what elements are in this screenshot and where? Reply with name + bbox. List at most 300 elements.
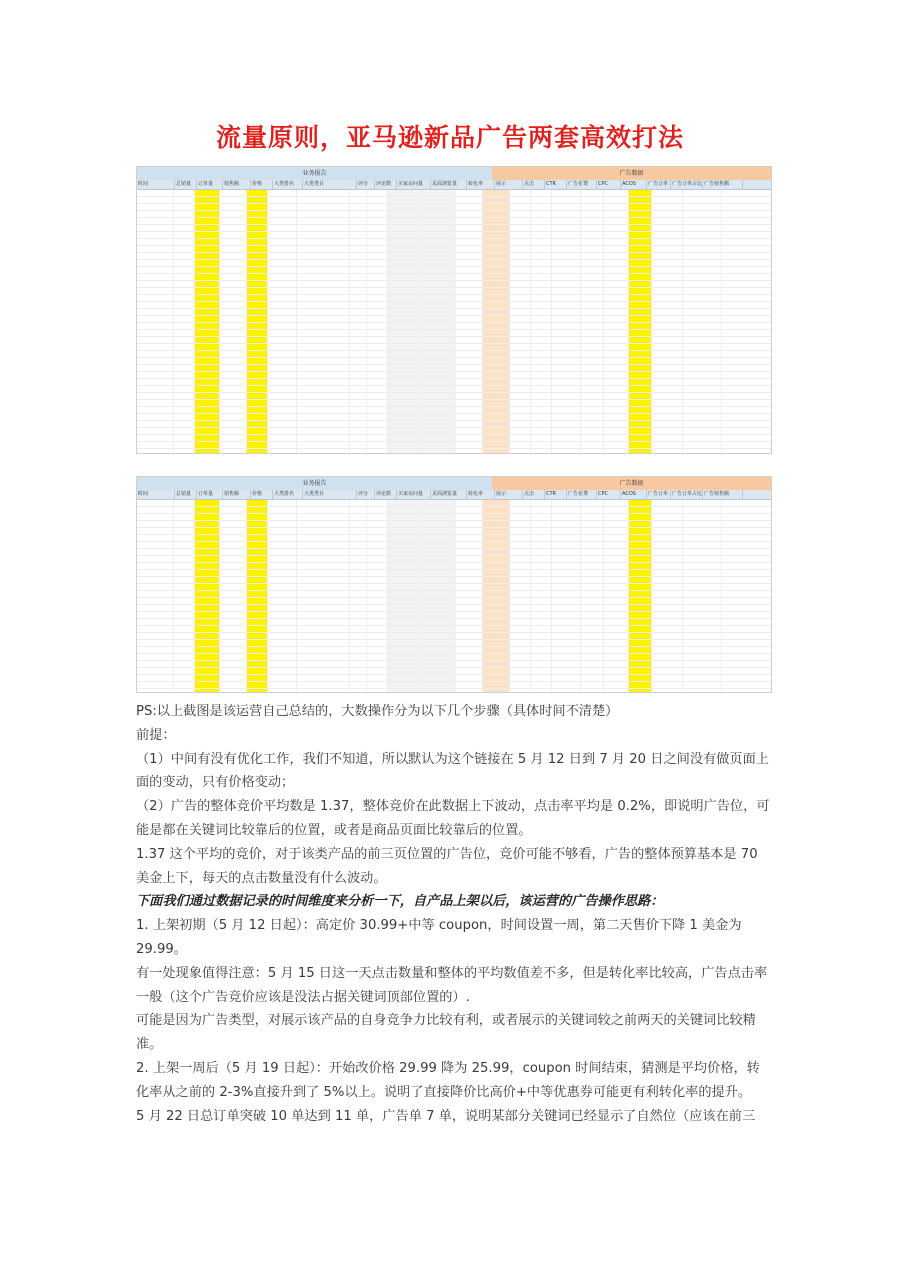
table-cell <box>604 598 629 604</box>
table-cell <box>137 281 174 287</box>
table-cell <box>483 225 510 231</box>
table-cell <box>683 218 722 224</box>
table-cell <box>483 542 510 548</box>
table-cell <box>531 365 552 371</box>
table-cell <box>195 239 220 245</box>
table-cell <box>531 253 552 259</box>
table-cell <box>456 246 483 252</box>
table-cell <box>456 668 483 674</box>
table-cell <box>510 619 531 625</box>
table-cell <box>421 605 456 611</box>
table-cell <box>629 414 652 420</box>
table-cell <box>604 633 629 639</box>
table-cell <box>652 619 683 625</box>
table-cell <box>652 633 683 639</box>
table-cell <box>388 302 421 308</box>
table-cell <box>174 281 195 287</box>
table-cell <box>683 386 722 392</box>
table-cell <box>531 379 552 385</box>
table-cell <box>388 563 421 569</box>
table-cell <box>483 302 510 308</box>
table-cell <box>581 612 604 618</box>
table-cell <box>350 556 367 562</box>
table-cell <box>174 260 195 266</box>
table-cell <box>350 500 367 506</box>
table-cell <box>531 344 552 350</box>
table-cell <box>421 407 456 413</box>
table-cell <box>581 372 604 378</box>
table-cell <box>629 281 652 287</box>
table-cell <box>456 449 483 454</box>
table-cell <box>220 584 247 590</box>
table-cell <box>531 549 552 555</box>
table-cell <box>388 246 421 252</box>
table-cell <box>652 337 683 343</box>
table-cell <box>367 542 388 548</box>
table-cell <box>604 407 629 413</box>
table-cell <box>367 605 388 611</box>
table-cell <box>367 379 388 385</box>
table-row <box>137 647 771 654</box>
table-cell <box>137 323 174 329</box>
table-cell <box>483 633 510 639</box>
table-cell <box>174 668 195 674</box>
table-cell <box>195 584 220 590</box>
table-cell <box>552 570 581 576</box>
table-cell <box>220 682 247 688</box>
table-cell <box>456 428 483 434</box>
table-cell <box>531 584 552 590</box>
table-cell <box>581 190 604 196</box>
table-cell <box>456 400 483 406</box>
table-cell <box>652 556 683 562</box>
table-cell <box>367 442 388 448</box>
table-cell <box>604 682 629 688</box>
table-cell <box>531 400 552 406</box>
table-cell <box>268 330 297 336</box>
table-cell <box>268 549 297 555</box>
table-cell <box>683 365 722 371</box>
table-cell <box>220 605 247 611</box>
table-cell <box>137 393 174 399</box>
table-cell <box>604 647 629 653</box>
table-cell <box>456 225 483 231</box>
table-cell <box>604 619 629 625</box>
table-row <box>137 661 771 668</box>
table-cell <box>552 225 581 231</box>
table-cell <box>483 316 510 322</box>
table-cell <box>483 330 510 336</box>
table-cell <box>297 640 350 646</box>
table-cell <box>531 393 552 399</box>
table-cell <box>137 400 174 406</box>
table-cell <box>483 309 510 315</box>
table-cell <box>483 421 510 427</box>
table-cell <box>220 407 247 413</box>
table-cell <box>683 654 722 660</box>
table-cell <box>652 640 683 646</box>
table-cell <box>268 260 297 266</box>
table-cell <box>421 647 456 653</box>
table-cell <box>629 239 652 245</box>
table-cell <box>367 232 388 238</box>
table-cell <box>220 500 247 506</box>
column-header: 大类排名 <box>273 180 303 189</box>
table-cell <box>629 365 652 371</box>
table-cell <box>629 232 652 238</box>
table-cell <box>581 351 604 357</box>
table-cell <box>220 295 247 301</box>
table-cell <box>421 591 456 597</box>
table-cell <box>421 309 456 315</box>
table-cell <box>629 633 652 639</box>
table-cell <box>552 309 581 315</box>
table-cell <box>604 351 629 357</box>
table-cell <box>297 605 350 611</box>
paragraph: 1. 上架初期（5 月 12 日起）：高定价 30.99+中等 coupon，时间设置一周，第二天售价下降 1 美金为 29.99。 <box>136 918 742 957</box>
table-cell <box>297 246 350 252</box>
table-cell <box>531 211 552 217</box>
paragraph: 1.37 这个平均的竞价，对于该类产品的前三页位置的广告位，竞价可能不够看，广告的整体预算基本是 70 美金上下，每天的点击数量没有什么波动。 <box>136 846 758 886</box>
table-cell <box>683 619 722 625</box>
table-cell <box>350 633 367 639</box>
table-cell <box>629 246 652 252</box>
table-cell <box>388 232 421 238</box>
table-cell <box>195 281 220 287</box>
table-cell <box>220 591 247 597</box>
table-cell <box>367 337 388 343</box>
band-business-report: 业务报告 <box>137 167 492 180</box>
table-cell <box>268 682 297 688</box>
table-cell <box>629 619 652 625</box>
table-cell <box>604 689 629 693</box>
table-cell <box>456 514 483 520</box>
table-cell <box>629 407 652 413</box>
table-cell <box>581 675 604 681</box>
table-cell <box>531 302 552 308</box>
table-cell <box>581 309 604 315</box>
table-cell <box>220 640 247 646</box>
column-header: CPC <box>597 490 621 499</box>
table-cell <box>581 556 604 562</box>
table-cell <box>604 225 629 231</box>
table-cell <box>581 260 604 266</box>
table-cell <box>350 330 367 336</box>
table-cell <box>531 528 552 534</box>
table-cell <box>297 351 350 357</box>
table-cell <box>247 428 268 434</box>
table-cell <box>174 542 195 548</box>
table-cell <box>388 330 421 336</box>
table-cell <box>581 598 604 604</box>
table-cell <box>268 500 297 506</box>
table-cell <box>552 393 581 399</box>
table-cell <box>552 274 581 280</box>
table-cell <box>421 260 456 266</box>
table-cell <box>456 556 483 562</box>
table-cell <box>483 323 510 329</box>
table-cell <box>388 675 421 681</box>
table-cell <box>174 386 195 392</box>
table-cell <box>297 295 350 301</box>
table-cell <box>174 442 195 448</box>
table-row <box>137 211 771 218</box>
table-cell <box>604 584 629 590</box>
table-cell <box>247 309 268 315</box>
table-row <box>137 570 771 577</box>
table-row <box>137 309 771 316</box>
table-cell <box>268 633 297 639</box>
table-cell <box>268 267 297 273</box>
column-header: CPC <box>597 180 621 189</box>
table-header <box>137 180 771 190</box>
table-cell <box>247 197 268 203</box>
table-cell <box>247 570 268 576</box>
table-cell <box>510 400 531 406</box>
table-cell <box>174 337 195 343</box>
table-cell <box>510 654 531 660</box>
table-cell <box>531 232 552 238</box>
table-cell <box>510 365 531 371</box>
table-cell <box>456 500 483 506</box>
table-cell <box>652 288 683 294</box>
table-cell <box>531 309 552 315</box>
table-cell <box>652 584 683 590</box>
table-cell <box>421 232 456 238</box>
table-cell <box>421 267 456 273</box>
table-cell <box>268 309 297 315</box>
table-cell <box>421 393 456 399</box>
table-cell <box>220 675 247 681</box>
table-cell <box>581 246 604 252</box>
table-cell <box>247 253 268 259</box>
table-cell <box>552 435 581 441</box>
table-cell <box>531 514 552 520</box>
table-cell <box>629 577 652 583</box>
table-row <box>137 528 771 535</box>
column-header: 广告订单 <box>647 490 671 499</box>
column-header: 评分 <box>357 490 375 499</box>
table-cell <box>297 449 350 454</box>
table-cell <box>268 288 297 294</box>
table-cell <box>367 316 388 322</box>
table-cell <box>552 626 581 632</box>
table-cell <box>483 351 510 357</box>
table-cell <box>350 414 367 420</box>
table-cell <box>652 647 683 653</box>
table-cell <box>581 400 604 406</box>
table-row <box>137 351 771 358</box>
table-cell <box>552 253 581 259</box>
column-header: 展示 <box>495 490 523 499</box>
table-cell <box>652 379 683 385</box>
table-cell <box>137 442 174 448</box>
table-cell <box>268 246 297 252</box>
table-cell <box>268 428 297 434</box>
table-cell <box>195 689 220 693</box>
table-cell <box>683 549 722 555</box>
table-cell <box>137 619 174 625</box>
table-cell <box>195 682 220 688</box>
table-row <box>137 204 771 211</box>
table-cell <box>456 612 483 618</box>
table-cell <box>652 507 683 513</box>
table-cell <box>421 414 456 420</box>
table-cell <box>456 295 483 301</box>
table-cell <box>456 239 483 245</box>
table-cell <box>421 528 456 534</box>
table-cell <box>388 619 421 625</box>
table-cell <box>552 421 581 427</box>
table-cell <box>683 232 722 238</box>
table-cell <box>421 421 456 427</box>
table-cell <box>388 633 421 639</box>
table-cell <box>629 386 652 392</box>
table-cell <box>247 435 268 441</box>
table-cell <box>220 337 247 343</box>
table-cell <box>581 288 604 294</box>
table-cell <box>604 232 629 238</box>
table-cell <box>581 619 604 625</box>
table-cell <box>629 358 652 364</box>
table-cell <box>483 435 510 441</box>
table-cell <box>581 274 604 280</box>
table-cell <box>367 521 388 527</box>
table-cell <box>247 556 268 562</box>
table-cell <box>683 330 722 336</box>
table-cell <box>268 577 297 583</box>
table-cell <box>195 570 220 576</box>
table-row <box>137 442 771 449</box>
table-cell <box>483 661 510 667</box>
table-cell <box>220 689 247 693</box>
table-cell <box>137 428 174 434</box>
table-cell <box>683 521 722 527</box>
table-cell <box>652 386 683 392</box>
table-cell <box>297 232 350 238</box>
table-cell <box>604 267 629 273</box>
table-cell <box>604 542 629 548</box>
table-cell <box>137 232 174 238</box>
table-cell <box>421 442 456 448</box>
table-cell <box>510 605 531 611</box>
table-cell <box>510 626 531 632</box>
table-cell <box>247 598 268 604</box>
table-cell <box>268 232 297 238</box>
table-cell <box>510 577 531 583</box>
table-cell <box>388 337 421 343</box>
table-cell <box>350 682 367 688</box>
table-cell <box>456 633 483 639</box>
table-cell <box>247 246 268 252</box>
table-cell <box>195 521 220 527</box>
table-cell <box>510 500 531 506</box>
table-cell <box>220 379 247 385</box>
table-cell <box>629 323 652 329</box>
table-cell <box>531 246 552 252</box>
table-row <box>137 365 771 372</box>
table-cell <box>195 288 220 294</box>
table-cell <box>683 323 722 329</box>
table-cell <box>581 253 604 259</box>
table-cell <box>268 386 297 392</box>
table-cell <box>421 288 456 294</box>
table-cell <box>247 288 268 294</box>
table-cell <box>581 682 604 688</box>
table-cell <box>174 232 195 238</box>
table-cell <box>629 542 652 548</box>
table-row <box>137 682 771 689</box>
table-cell <box>683 633 722 639</box>
table-cell <box>483 640 510 646</box>
table-cell <box>604 668 629 674</box>
table-row <box>137 535 771 542</box>
table-cell <box>297 421 350 427</box>
table-cell <box>581 365 604 371</box>
table-cell <box>367 225 388 231</box>
table-cell <box>367 344 388 350</box>
table-row <box>137 232 771 239</box>
table-row <box>137 421 771 428</box>
table-cell <box>629 507 652 513</box>
table-cell <box>483 577 510 583</box>
table-cell <box>268 358 297 364</box>
table-cell <box>367 647 388 653</box>
table-cell <box>581 435 604 441</box>
table-cell <box>604 521 629 527</box>
table-cell <box>350 449 367 454</box>
table-cell <box>297 288 350 294</box>
table-cell <box>268 190 297 196</box>
table-cell <box>174 190 195 196</box>
table-cell <box>195 549 220 555</box>
table-cell <box>421 246 456 252</box>
table-cell <box>581 211 604 217</box>
table-cell <box>531 591 552 597</box>
table-cell <box>552 323 581 329</box>
table-cell <box>510 598 531 604</box>
table-cell <box>456 316 483 322</box>
table-cell <box>388 344 421 350</box>
column-header: 总销量 <box>175 490 197 499</box>
table-cell <box>552 682 581 688</box>
table-cell <box>483 528 510 534</box>
table-cell <box>174 309 195 315</box>
table-cell <box>247 302 268 308</box>
table-cell <box>367 682 388 688</box>
table-cell <box>388 449 421 454</box>
table-cell <box>388 351 421 357</box>
table-cell <box>629 372 652 378</box>
table-cell <box>350 507 367 513</box>
table-cell <box>297 239 350 245</box>
table-cell <box>510 682 531 688</box>
table-cell <box>483 598 510 604</box>
table-cell <box>552 211 581 217</box>
table-cell <box>297 626 350 632</box>
table-cell <box>456 274 483 280</box>
table-cell <box>137 407 174 413</box>
table-cell <box>268 584 297 590</box>
table-cell <box>683 542 722 548</box>
table-cell <box>531 507 552 513</box>
table-cell <box>604 535 629 541</box>
table-cell <box>552 337 581 343</box>
table-cell <box>421 365 456 371</box>
table-cell <box>483 400 510 406</box>
table-cell <box>137 549 174 555</box>
table-cell <box>581 204 604 210</box>
